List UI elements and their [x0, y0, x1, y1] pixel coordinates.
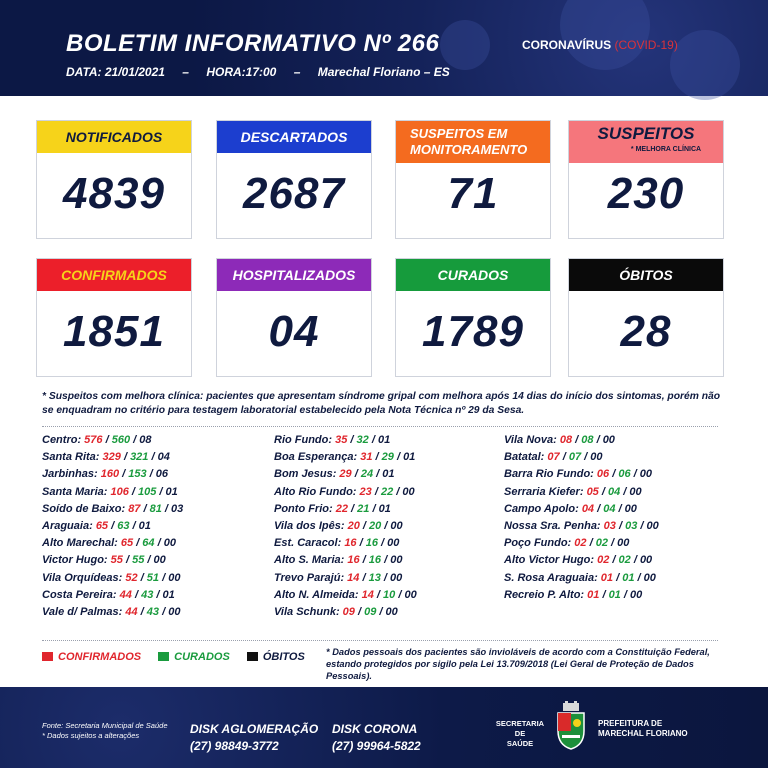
prefecture-name: PREFEITURA DE MARECHAL FLORIANO — [598, 719, 688, 738]
card-obitos — [568, 258, 724, 377]
district-confirmed: 106 — [110, 485, 129, 498]
virus-decoration — [670, 30, 740, 100]
card-descartados — [216, 120, 372, 239]
district-cured: 321 — [130, 451, 149, 464]
district-name: Araguaia: — [42, 519, 93, 532]
district-confirmed: 52 — [125, 571, 138, 584]
district-confirmed: 44 — [125, 605, 138, 618]
district-cured: 81 — [149, 502, 162, 515]
district-row: Jarbinhas: 160 / 153 / 06 — [42, 468, 169, 481]
district-deaths: 00 — [385, 605, 398, 618]
district-name: Serraria Kiefer: — [504, 485, 584, 498]
card-hospitalizados — [216, 258, 372, 377]
district-name: Victor Hugo: — [42, 554, 108, 567]
district-row: Vila Schunk: 09 / 09 / 00 — [274, 605, 398, 618]
district-deaths: 00 — [643, 571, 656, 584]
brand-main: CORONAVÍRUS — [522, 38, 612, 52]
card-value: 1789 — [422, 307, 524, 356]
disk-aglomeracao: DISK AGLOMERAÇÃO (27) 98849-3772 — [190, 722, 319, 753]
legend-swatch — [158, 652, 169, 661]
separator: – — [293, 65, 301, 79]
district-deaths: 00 — [639, 554, 653, 567]
district-confirmed: 23 — [359, 485, 372, 498]
district-confirmed: 02 — [574, 537, 587, 550]
card-label: CURADOS — [396, 259, 550, 291]
district-cured: 07 — [568, 451, 582, 464]
district-cured: 24 — [360, 468, 374, 481]
card-value: 1851 — [63, 307, 165, 356]
district-confirmed: 06 — [596, 468, 610, 481]
footer-banner — [0, 687, 768, 768]
district-row: Rio Fundo: 35 / 32 / 01 — [274, 434, 391, 446]
district-name: Barra Rio Fundo: — [504, 468, 594, 481]
card-label: SUSPEITOS EM MONITORAMENTO — [396, 121, 550, 163]
district-column-3 — [504, 434, 659, 606]
district-deaths: 01 — [403, 451, 416, 464]
virus-decoration — [560, 0, 650, 70]
district-cured: 06 — [618, 468, 631, 481]
district-cured: 01 — [622, 571, 635, 584]
district-deaths: 00 — [387, 537, 400, 550]
district-cured: 21 — [357, 502, 370, 515]
district-deaths: 00 — [168, 571, 181, 584]
district-name: Soído de Baixo: — [42, 502, 126, 515]
district-name: Vale d/ Palmas: — [42, 605, 123, 618]
district-confirmed: 29 — [339, 468, 352, 481]
card-value: 28 — [620, 307, 672, 356]
district-cured: 560 — [111, 434, 131, 446]
district-row: Santa Rita: 329 / 321 / 04 — [42, 451, 170, 464]
district-name: Campo Apolo: — [504, 502, 579, 515]
district-cured: 22 — [380, 485, 394, 498]
district-confirmed: 07 — [547, 451, 560, 464]
district-name: Rio Fundo: — [274, 434, 333, 446]
district-name: Alto Victor Hugo: — [504, 554, 595, 567]
coronavirus-brand — [522, 38, 678, 52]
district-row: Alto Victor Hugo: 02 / 02 / 00 — [504, 554, 653, 567]
district-cured: 02 — [595, 537, 608, 550]
district-row: Vila Orquídeas: 52 / 51 / 00 — [42, 571, 181, 584]
district-deaths: 01 — [377, 434, 391, 446]
card-suspeitos-monitoramento — [395, 120, 551, 239]
card-notificados — [36, 120, 192, 239]
legend-swatch — [42, 652, 53, 661]
card-label: NOTIFICADOS — [37, 121, 191, 153]
district-row: Ponto Frio: 22 / 21 / 01 — [274, 502, 391, 515]
district-name: S. Rosa Araguaia: — [504, 571, 598, 584]
district-confirmed: 09 — [342, 605, 355, 618]
district-row: S. Rosa Araguaia: 01 / 01 / 00 — [504, 571, 656, 584]
district-name: Centro: — [42, 434, 82, 446]
district-row: Batatal: 07 / 07 / 00 — [504, 451, 603, 464]
district-confirmed: 20 — [347, 519, 360, 532]
district-cured: 04 — [603, 502, 616, 515]
district-confirmed: 16 — [344, 537, 357, 550]
district-deaths: 06 — [155, 468, 169, 481]
district-name: Alto N. Almeida: — [274, 588, 359, 601]
header-banner — [0, 0, 768, 96]
district-cured: 03 — [625, 519, 638, 532]
district-row: Boa Esperança: 31 / 29 / 01 — [274, 451, 416, 464]
district-deaths: 08 — [139, 434, 152, 446]
district-cured: 02 — [618, 554, 631, 567]
district-confirmed: 35 — [335, 434, 348, 446]
district-deaths: 00 — [390, 554, 403, 567]
district-confirmed: 55 — [110, 554, 123, 567]
district-name: Boa Esperança: — [274, 451, 358, 464]
district-row: Vila dos Ipês: 20 / 20 / 00 — [274, 519, 403, 532]
district-deaths: 00 — [602, 434, 615, 446]
district-row: Costa Pereira: 44 / 43 / 01 — [42, 588, 175, 601]
district-cured: 51 — [146, 571, 160, 584]
district-row: Poço Fundo: 02 / 02 / 00 — [504, 537, 630, 550]
bulletin-time: HORA:17:00 — [206, 65, 277, 79]
district-confirmed: 02 — [597, 554, 610, 567]
district-cured: 105 — [138, 485, 157, 498]
district-deaths: 00 — [402, 485, 415, 498]
card-value: 71 — [447, 169, 499, 218]
district-row: Alto Marechal: 65 / 64 / 00 — [42, 537, 176, 550]
district-name: Poço Fundo: — [504, 537, 572, 550]
district-row: Victor Hugo: 55 / 55 / 00 — [42, 554, 166, 567]
card-label: CONFIRMADOS — [37, 259, 191, 291]
district-name: Costa Pereira: — [42, 588, 117, 601]
district-name: Santa Rita: — [42, 451, 100, 464]
district-confirmed: 65 — [120, 537, 134, 550]
district-deaths: 00 — [390, 519, 403, 532]
district-row: Centro: 576 / 560 / 08 — [42, 434, 152, 446]
district-row: Santa Maria: 106 / 105 / 01 — [42, 485, 178, 498]
district-deaths: 00 — [629, 588, 643, 601]
district-row: Trevo Parajú: 14 / 13 / 00 — [274, 571, 403, 584]
district-cured: 04 — [607, 485, 621, 498]
district-row: Est. Caracol: 16 / 16 / 00 — [274, 537, 400, 550]
district-cured: 10 — [383, 588, 396, 601]
district-row: Bom Jesus: 29 / 24 / 01 — [274, 468, 395, 481]
district-deaths: 03 — [171, 502, 184, 515]
district-confirmed: 05 — [586, 485, 599, 498]
district-confirmed: 16 — [347, 554, 360, 567]
district-name: Santa Maria: — [42, 485, 108, 498]
district-name: Recreio P. Alto: — [504, 588, 585, 601]
district-cured: 32 — [356, 434, 369, 446]
legend-swatch — [247, 652, 258, 661]
district-cured: 20 — [369, 519, 382, 532]
divider — [42, 640, 718, 641]
district-deaths: 00 — [404, 588, 417, 601]
district-name: Alto S. Maria: — [274, 554, 345, 567]
district-name: Vila Nova: — [504, 434, 557, 446]
district-deaths: 01 — [382, 468, 395, 481]
district-deaths: 00 — [153, 554, 166, 567]
district-row: Barra Rio Fundo: 06 / 06 / 00 — [504, 468, 652, 481]
bulletin-meta — [66, 65, 464, 79]
district-confirmed: 31 — [360, 451, 373, 464]
health-secretariat: SECRETARIA DE SAÚDE — [495, 719, 545, 748]
divider — [42, 426, 718, 427]
district-cured: 01 — [608, 588, 621, 601]
district-confirmed: 14 — [361, 588, 374, 601]
district-cured: 55 — [132, 554, 145, 567]
district-name: Ponto Frio: — [274, 502, 333, 515]
district-cured: 64 — [142, 537, 155, 550]
district-name: Vila Schunk: — [274, 605, 340, 618]
district-cured: 09 — [364, 605, 377, 618]
district-cured: 63 — [117, 519, 130, 532]
district-deaths: 00 — [590, 451, 603, 464]
district-deaths: 00 — [639, 468, 652, 481]
district-confirmed: 160 — [100, 468, 120, 481]
district-deaths: 01 — [138, 519, 151, 532]
district-confirmed: 44 — [119, 588, 132, 601]
district-row: Serraria Kiefer: 05 / 04 / 00 — [504, 485, 642, 498]
card-value: 230 — [607, 169, 685, 218]
legend — [42, 651, 319, 663]
district-confirmed: 87 — [128, 502, 141, 515]
district-deaths: 00 — [646, 519, 659, 532]
district-row: Nossa Sra. Penha: 03 / 03 / 00 — [504, 519, 659, 532]
district-cured: 153 — [128, 468, 147, 481]
card-label: HOSPITALIZADOS — [217, 259, 371, 291]
district-deaths: 04 — [157, 451, 170, 464]
district-confirmed: 01 — [600, 571, 614, 584]
legend-item-deaths: ÓBITOS — [247, 651, 305, 663]
district-name: Bom Jesus: — [274, 468, 337, 481]
card-label: SUSPEITOS * MELHORA CLÍNICA — [569, 121, 723, 163]
disk-corona: DISK CORONA (27) 99964-5822 — [332, 722, 421, 753]
district-row: Recreio P. Alto: 01 / 01 / 00 — [504, 588, 643, 601]
legend-item-confirmed: CONFIRMADOS — [42, 651, 141, 663]
district-deaths: 00 — [163, 537, 176, 550]
district-name: Est. Caracol: — [274, 537, 342, 550]
card-confirmados — [36, 258, 192, 377]
card-value: 04 — [268, 307, 320, 356]
district-cured: 29 — [381, 451, 394, 464]
district-cured: 16 — [365, 537, 378, 550]
district-row: Soído de Baixo: 87 / 81 / 03 — [42, 502, 184, 515]
district-confirmed: 14 — [347, 571, 360, 584]
district-confirmed: 65 — [95, 519, 109, 532]
district-cured: 43 — [146, 605, 160, 618]
district-name: Alto Marechal: — [42, 537, 118, 550]
district-deaths: 00 — [617, 537, 630, 550]
district-row: Vila Nova: 08 / 08 / 00 — [504, 434, 615, 446]
district-deaths: 00 — [629, 485, 642, 498]
bulletin-title: BOLETIM INFORMATIVO Nº 266 — [66, 30, 440, 57]
district-column-1 — [42, 434, 183, 623]
district-name: Nossa Sra. Penha: — [504, 519, 601, 532]
bulletin-date: DATA: 21/01/2021 — [66, 65, 165, 79]
district-cured: 43 — [141, 588, 154, 601]
card-value: 2687 — [243, 169, 345, 218]
card-label: DESCARTADOS — [217, 121, 371, 153]
district-confirmed: 576 — [84, 434, 103, 446]
district-name: Vila dos Ipês: — [274, 519, 345, 532]
district-confirmed: 22 — [335, 502, 348, 515]
district-confirmed: 329 — [102, 451, 121, 464]
district-confirmed: 01 — [587, 588, 600, 601]
district-deaths: 00 — [390, 571, 403, 584]
privacy-note: * Dados pessoais dos pacientes são invioláveis de acordo com a Constituição Federal, estando protegidos por sigilo pela Lei 13.709/2018 (Lei Geral de Proteção de Dados Pessoais). — [326, 647, 710, 681]
district-cured: 13 — [368, 571, 381, 584]
card-label: ÓBITOS — [569, 259, 723, 291]
district-row: Araguaia: 65 / 63 / 01 — [42, 519, 151, 532]
district-name: Batatal: — [504, 451, 545, 464]
brand-sub: (COVID-19) — [614, 38, 678, 52]
district-name: Alto Rio Fundo: — [274, 485, 357, 498]
district-confirmed: 03 — [603, 519, 616, 532]
legend-item-cured: CURADOS — [158, 651, 230, 663]
district-row: Campo Apolo: 04 / 04 / 00 — [504, 502, 637, 515]
card-suspeitos-melhora — [568, 120, 724, 239]
district-name: Trevo Parajú: — [274, 571, 345, 584]
card-curados — [395, 258, 551, 377]
district-cured: 08 — [581, 434, 594, 446]
district-deaths: 00 — [168, 605, 181, 618]
separator: – — [182, 65, 189, 79]
district-row: Alto N. Almeida: 14 / 10 / 00 — [274, 588, 417, 601]
district-cured: 16 — [368, 554, 382, 567]
district-confirmed: 04 — [581, 502, 595, 515]
district-deaths: 00 — [624, 502, 637, 515]
district-deaths: 01 — [378, 502, 391, 515]
district-name: Jarbinhas: — [42, 468, 98, 481]
card-value: 4839 — [63, 169, 165, 218]
district-deaths: 01 — [165, 485, 178, 498]
district-column-2 — [274, 434, 417, 623]
virus-decoration — [440, 20, 490, 70]
footer-source: Fonte: Secretaria Municipal de Saúde * Dados sujeitos a alterações — [42, 721, 168, 740]
municipal-crest-icon — [554, 701, 588, 751]
district-row: Alto Rio Fundo: 23 / 22 / 00 — [274, 485, 415, 498]
district-deaths: 01 — [162, 588, 175, 601]
district-row: Vale d/ Palmas: 44 / 43 / 00 — [42, 605, 181, 618]
clinical-note: * Suspeitos com melhora clínica: pacientes que apresentam síndrome gripal com melhora após 14 dias do início dos sintomas, porém não se enquadram no critério para testagem laboratorial estabelecido pela Nota Técnica nº 29 da Sesa. — [42, 391, 721, 416]
district-name: Vila Orquídeas: — [42, 571, 123, 584]
district-confirmed: 08 — [559, 434, 573, 446]
district-row: Alto S. Maria: 16 / 16 / 00 — [274, 554, 403, 567]
bulletin-place: Marechal Floriano – ES — [317, 65, 450, 79]
